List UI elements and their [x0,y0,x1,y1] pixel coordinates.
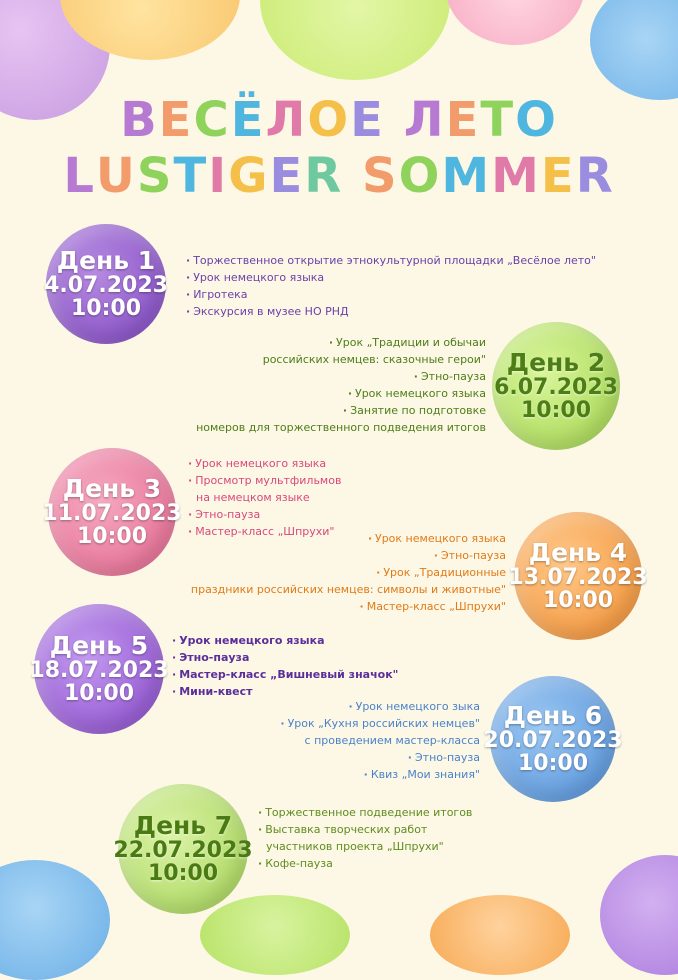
day-circle-2 [492,322,620,450]
title-letter: S [361,148,399,204]
title-letter: L [63,148,96,204]
title-letter: T [173,148,209,204]
day-circle-7 [113,784,253,914]
list-item: · Игротека [186,288,248,301]
title-line-de [0,148,678,204]
day-1-activities [186,252,596,320]
list-item: · Урок немецкого зыка [348,700,480,713]
list-item: · Мини-квест [172,685,253,698]
title-letter [343,148,362,204]
list-item: номеров для торжественного подведения итогов [196,421,486,434]
title-letter: Л [265,92,308,148]
day-circle-5 [29,604,169,734]
title-letter: S [136,148,174,204]
title-letter: Л [403,92,446,148]
day-time: 10:00 [520,398,592,424]
balloon-decoration [200,895,350,975]
list-item: · Урок немецкого языка [186,271,325,284]
list-item: · Занятие по подготовке [342,404,486,417]
title-letter: I [208,148,229,204]
title-letter [385,92,404,148]
title-letter: M [491,148,541,204]
list-item: · Этно-пауза [413,370,486,383]
list-item: · Квиз „Мои знания" [363,768,480,781]
list-item: · Мастер-класс „Вишневый значок" [172,668,399,681]
list-item: · Кофе-пауза [258,857,333,870]
list-item: · Урок „Кухня российских немцев" [280,717,480,730]
day-label: День 3 [62,473,162,503]
title-letter: О [307,92,351,148]
day-time: 10:00 [517,751,589,777]
day-circle-4 [508,512,648,640]
title-letter: С [193,92,231,148]
day-label: День 6 [503,700,603,730]
title-letter: G [228,148,270,204]
day-label: День 7 [133,810,233,840]
list-item: · Урок „Традиционные [376,566,506,579]
balloon-decoration [600,855,678,975]
day-date: 18.07.2023 [29,658,169,684]
balloon-decoration [0,860,110,980]
list-item: · Выставка творческих работ [258,823,428,836]
day-date: 4.07.2023 [44,273,168,299]
list-item: · Урок немецкого языка [367,532,506,545]
list-item: праздники российских немцев: символы и животные" [190,583,506,596]
day-time: 10:00 [76,524,148,550]
list-item: · Мастер-класс „Шпрухи" [188,525,335,538]
day-label: День 2 [506,347,606,377]
day-date: 20.07.2023 [483,728,623,754]
list-item: · Урок немецкого языка [172,634,325,647]
list-item: участников проекта „Шпрухи" [266,840,444,853]
day-7-activities [258,804,472,872]
day-circle-6 [483,676,623,802]
title-letter: Т [480,92,516,148]
list-item: · Просмотр мультфильмов [188,474,342,487]
day-2-activities [196,334,486,436]
title-letter: E [269,148,305,204]
title-letter: Е [350,92,385,148]
balloon-decoration [590,0,678,100]
list-item: · Этно-пауза [188,508,261,521]
title-letter: M [441,148,492,204]
day-date: 6.07.2023 [494,375,618,401]
day-4-activities [191,530,506,615]
day-time: 10:00 [147,861,219,887]
list-item: · Этно-пауза [433,549,506,562]
list-item: · Торжественное открытие этнокультурной площадки „Весёлое лето" [186,254,596,267]
title-letter: В [120,92,159,148]
title-letter: E [540,148,576,204]
title-letter: Е [158,92,194,148]
list-item: на немецком языке [196,491,310,504]
title-letter: Ё [230,92,266,148]
list-item: российских немцев: сказочные герои" [262,353,486,366]
day-date: 22.07.2023 [113,838,253,864]
day-5-activities [172,632,398,700]
title-letter: O [398,148,442,204]
day-3-activities [188,455,341,540]
title-letter: Е [445,92,481,148]
title-line-ru [0,92,678,148]
balloon-decoration [445,0,585,45]
day-date: 13.07.2023 [508,565,648,591]
day-label: День 5 [49,630,149,660]
day-time: 10:00 [63,681,135,707]
balloon-decoration [430,895,570,975]
balloon-decoration [260,0,450,80]
list-item: · Торжественное подведение итогов [258,806,473,819]
list-item: с проведением мастер-класса [304,734,480,747]
title-letter: О [515,92,558,148]
day-6-activities [280,698,480,783]
list-item: · Этно-пауза [407,751,480,764]
list-item: · Экскурсия в музее НО РНД [186,305,349,318]
title-letter: R [304,148,344,204]
day-time: 10:00 [542,588,614,614]
day-circle-3 [42,448,182,576]
list-item: · Урок немецкого языка [188,457,327,470]
day-date: 11.07.2023 [42,501,182,527]
day-label: День 4 [528,537,628,567]
list-item: · Этно-пауза [172,651,250,664]
day-circle-1 [46,224,166,344]
title-letter: U [95,148,137,204]
list-item: · Урок немецкого языка [347,387,486,400]
list-item: · Урок „Традиции и обычаи [328,336,486,349]
list-item: · Мастер-класс „Шпрухи" [359,600,506,613]
day-label: День 1 [56,245,156,275]
day-time: 10:00 [70,296,142,322]
title-letter: R [575,148,615,204]
